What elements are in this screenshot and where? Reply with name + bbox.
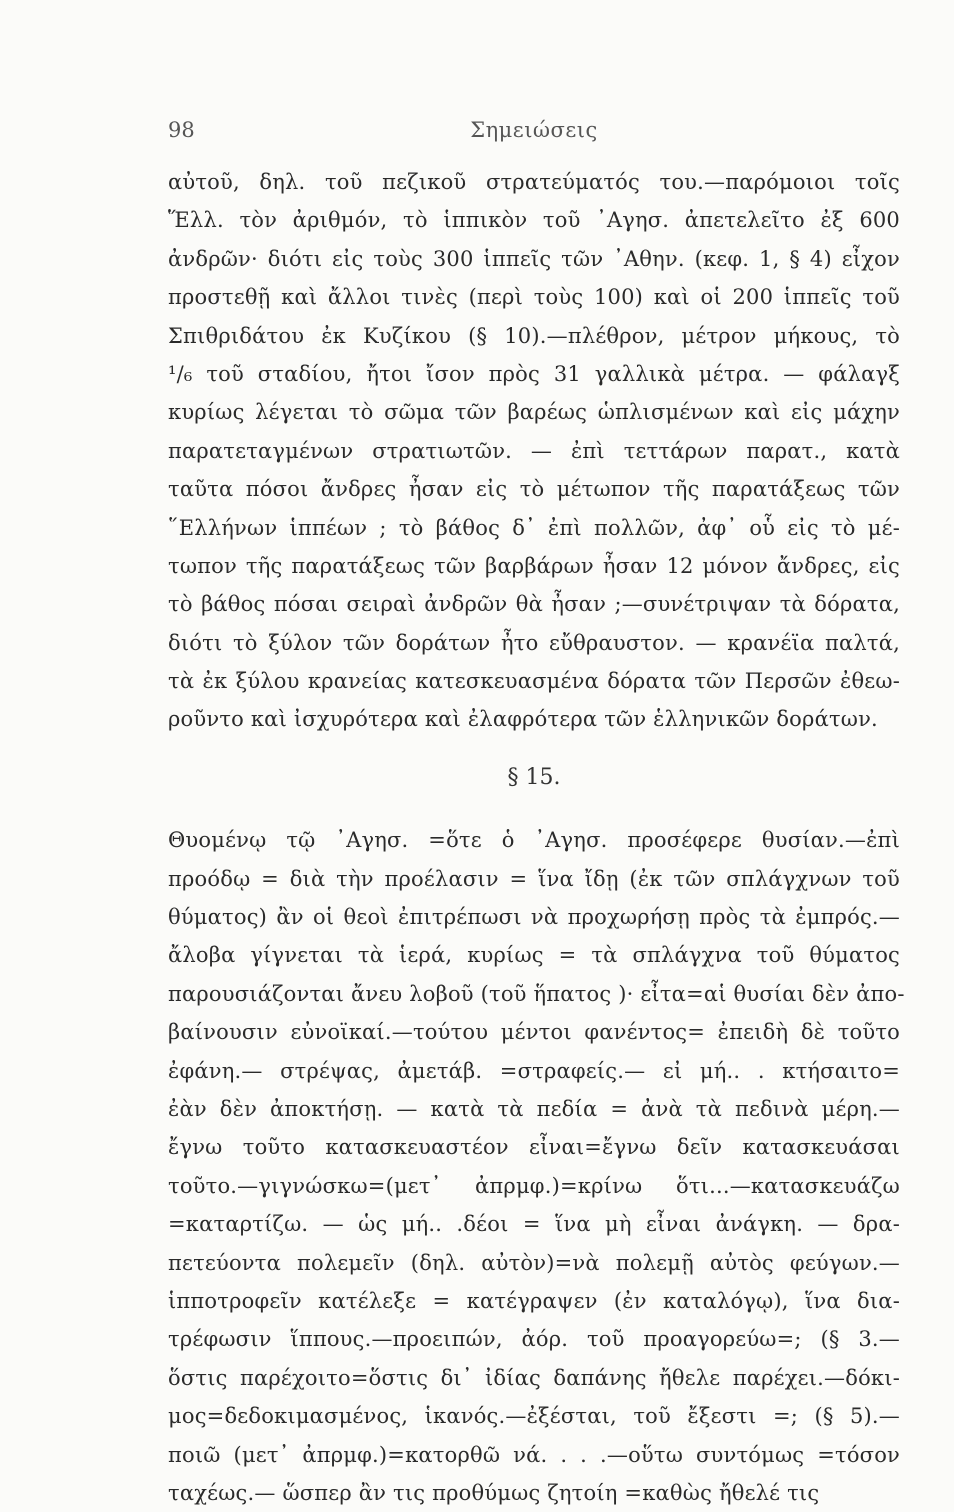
text-line: κυρίως λέγεται τὸ σῶμα τῶν βαρέως ὡπλισμένων καὶ εἰς μάχην xyxy=(168,400,900,425)
text-line: ἄλοβα γίγνεται τὰ ἱερά, κυρίως = τὰ σπλάγχνα τοῦ θύματος xyxy=(168,943,900,968)
paragraph-notes-15 xyxy=(168,821,905,1512)
text-line: Σπιθριδάτου ἐκ Κυζίκου (§ 10).—πλέθρον, μέτρον μήκους, τὸ xyxy=(168,323,900,348)
text-line: ἐὰν δὲν ἀποκτήσῃ. — κατὰ τὰ πεδία = ἀνὰ τὰ πεδινὰ μέρη.— xyxy=(168,1096,900,1121)
text-line: ταῦτα πόσοι ἄνδρες ἦσαν εἰς τὸ μέτωπον τῆς παρατάξεως τῶν xyxy=(168,477,900,502)
text-line: θύματος) ἂν οἱ θεοὶ ἐπιτρέπωσι νὰ προχωρήσῃ πρὸς τὰ ἐμπρός.— xyxy=(168,905,900,930)
paragraph-notes-14 xyxy=(168,163,900,739)
text-line: τὸ βάθος πόσαι σειραὶ ἀνδρῶν θὰ ἦσαν ;—συνέτριψαν τὰ δόρατα, xyxy=(168,592,900,617)
page-number: 98 xyxy=(168,118,195,142)
text-line: διότι τὸ ξύλον τῶν δοράτων ἦτο εὔθραυστον. — κρανέϊα παλτά, xyxy=(168,630,900,655)
text-line: Θυομένῳ τῷ ᾿Αγησ. =ὅτε ὁ ᾿Αγησ. προσέφερε θυσίαν.—ἐπὶ xyxy=(168,828,900,853)
text-line: Ἕλλ. τὸν ἀριθμόν, τὸ ἱππικὸν τοῦ ᾿Αγησ. ἀπετελεῖτο ἐξ 600 xyxy=(168,208,900,233)
running-title: Σημειώσεις xyxy=(470,118,598,142)
text-line: ῞Ελλήνων ἱππέων ; τὸ βάθος δ᾽ ἐπὶ πολλῶν, ἀφ᾽ οὗ εἰς τὸ μέ- xyxy=(168,515,900,540)
text-line: μος=δεδοκιμασμένος, ἱκανός.—ἐξέσται, τοῦ ἔξεστι =; (§ 5).— xyxy=(168,1404,900,1429)
text-line: ταχέως.— ὥσπερ ἂν τις προθύμως ζητοίη =καθὼς ἤθελέ τις xyxy=(168,1480,820,1505)
text-line: ἀνδρῶν· διότι εἰς τοὺς 300 ἱππεῖς τῶν ᾿Αθην. (κεφ. 1, § 4) εἶχον xyxy=(168,246,900,271)
body-text xyxy=(168,163,905,1512)
text-line: ἔγνω τοῦτο κατασκευαστέον εἶναι=ἔγνω δεῖν κατασκευάσαι xyxy=(168,1135,900,1160)
text-line: αὐτοῦ, δηλ. τοῦ πεζικοῦ στρατεύματός του.—παρόμοιοι τοῖς xyxy=(168,170,900,194)
text-line: ὅστις παρέχοιτο=ὅστις δι᾽ ἰδίας δαπάνης ἤθελε παρέχει.—δόκι- xyxy=(168,1365,900,1390)
text-line: τὰ ἐκ ξύλου κρανείας κατεσκευασμένα δόρατα τῶν Περσῶν ἐθεω- xyxy=(168,669,900,694)
text-line: ¹/₆ τοῦ σταδίου, ἤτοι ἴσον πρὸς 31 γαλλικὰ μέτρα. — φάλαγξ xyxy=(168,361,900,386)
text-line: παρουσιάζονται ἄνευ λοβοῦ (τοῦ ἥπατος )· εἶτα=αἱ θυσίαι δὲν ἀπο- xyxy=(168,981,905,1006)
text-line: παρατεταγμένων στρατιωτῶν. — ἐπὶ τεττάρων παρατ., κατὰ xyxy=(168,438,900,463)
text-line: τοῦτο.—γιγνώσκω=(μετ᾽ ἀπρμφ.)=κρίνω ὅτι...—κατασκευάζω xyxy=(168,1173,900,1198)
text-line: =καταρτίζω. — ὡς μή.. .δέοι = ἵνα μὴ εἶναι ἀνάγκη. — δρα- xyxy=(168,1212,900,1237)
text-line: ἐφάνη.— στρέψας, ἀμετάβ. =στραφείς.— εἰ μή.. . κτήσαιτο= xyxy=(168,1058,900,1083)
text-line: τωπον τῆς παρατάξεως τῶν βαρβάρων ἦσαν 12 μόνον ἄνδρες, εἰς xyxy=(168,553,900,578)
text-line: βαίνουσιν εὐνοϊκαί.—τούτου μέντοι φανέντος= ἐπειδὴ δὲ τοῦτο xyxy=(168,1020,900,1045)
text-line: προόδῳ = διὰ τὴν προέλασιν = ἵνα ἴδῃ (ἐκ τῶν σπλάγχνων τοῦ xyxy=(168,866,900,891)
section-heading: § 15. xyxy=(507,764,561,790)
text-line: τρέφωσιν ἵππους.—προειπών, ἀόρ. τοῦ προαγορεύω=; (§ 3.— xyxy=(168,1327,900,1352)
text-line: πετεύοντα πολεμεῖν (δηλ. αὐτὸν)=νὰ πολεμῇ αὐτὸς φεύγων.— xyxy=(168,1250,900,1275)
text-line: ἱπποτροφεῖν κατέλεξε = κατέγραψεν (ἐν καταλόγῳ), ἵνα δια- xyxy=(168,1288,900,1313)
text-line: προστεθῇ καὶ ἄλλοι τινὲς (περὶ τοὺς 100) καὶ οἱ 200 ἱππεῖς τοῦ xyxy=(168,285,900,310)
page-header xyxy=(168,118,900,148)
text-line: ροῦντο καὶ ἰσχυρότερα καὶ ἐλαφρότερα τῶν ἑλληνικῶν δοράτων. xyxy=(168,707,878,732)
text-line: ποιῶ (μετ᾽ ἀπρμφ.)=κατορθῶ νά. . . .—οὕτω συντόμως =τόσον xyxy=(168,1442,900,1467)
